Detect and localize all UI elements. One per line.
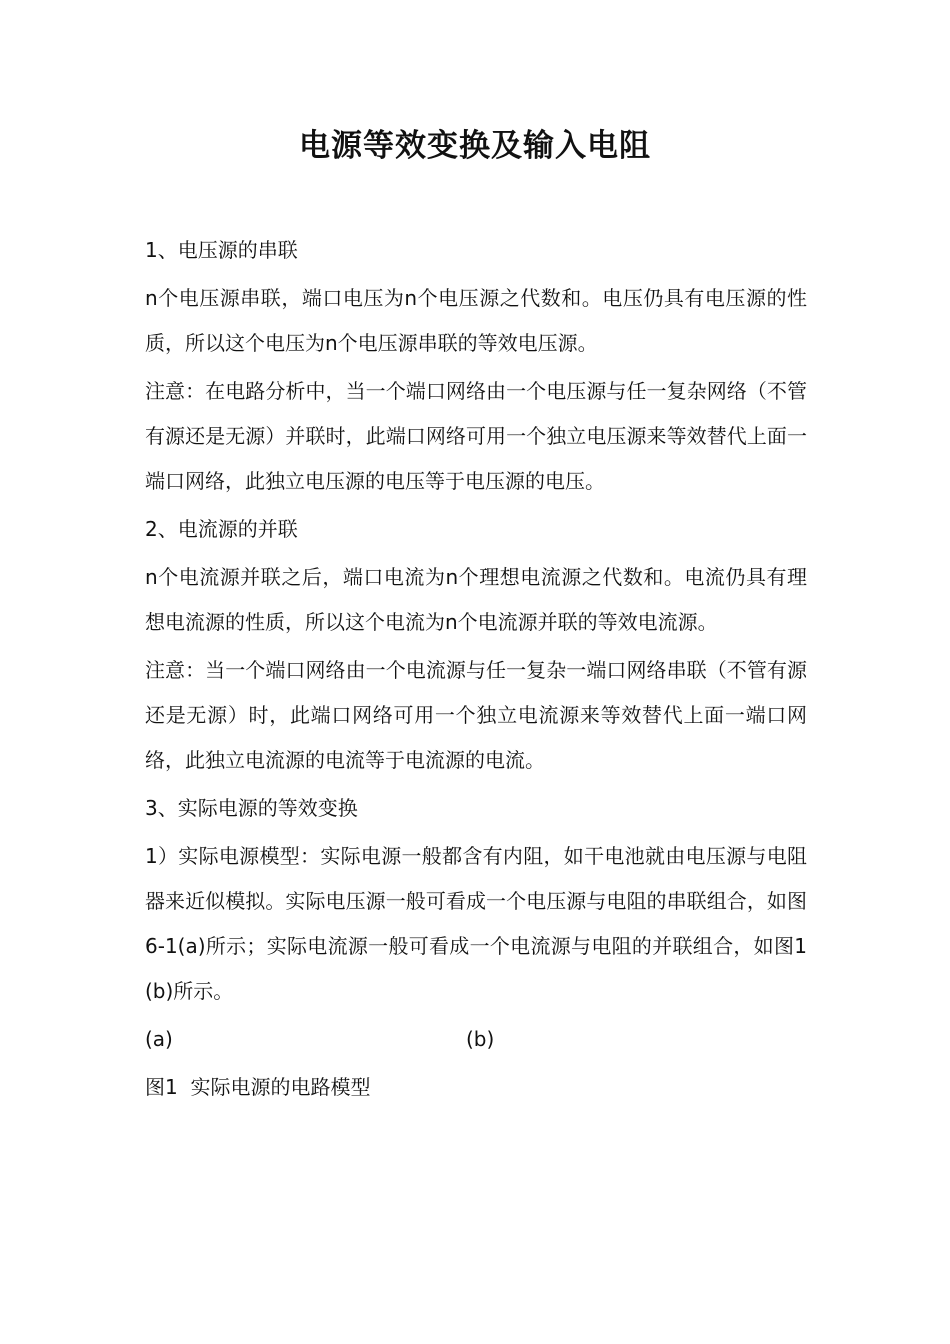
paragraph-voltage-series: n个电压源串联，端口电压为n个电压源之代数和。电压仍具有电压源的性质，所以这个电压为n个电压源串联的等效电压源。 <box>145 286 807 355</box>
figure-label-a: (a) <box>145 1027 173 1051</box>
paragraph-current-parallel: n个电流源并联之后，端口电流为n个理想电流源之代数和。电流仍具有理想电流源的性质，所以这个电流为n个电流源并联的等效电流源。 <box>145 565 807 634</box>
note-current-source: 注意：当一个端口网络由一个电流源与任一复杂一端口网络串联（不管有源还是无源）时，此端口网络可用一个独立电流源来等效替代上面一端口网络，此独立电流源的电流等于电流源的电流。 <box>145 658 807 772</box>
paragraph-real-source-model: 1）实际电源模型：实际电源一般都含有内阻，如干电池就由电压源与电阻器来近似模拟。实际电压源一般可看成一个电压源与电阻的串联组合，如图6-1(a)所示；实际电流源一般可看成一个电流源与电阻的并联组合，如图1 (b)所示。 <box>145 844 807 1003</box>
document-title: 电源等效变换及输入电阻 <box>299 128 651 164</box>
document-body <box>145 228 807 1113</box>
figure-caption: 图1 实际电源的电路模型 <box>145 1075 371 1099</box>
figure-label-b: (b) <box>466 1027 495 1051</box>
section-heading-equivalent-transform: 3、实际电源的等效变换 <box>145 796 358 820</box>
note-voltage-source: 注意：在电路分析中，当一个端口网络由一个电压源与任一复杂网络（不管有源还是无源）并联时，此端口网络可用一个独立电压源来等效替代上面一端口网络，此独立电压源的电压等于电压源的电压。 <box>145 379 807 493</box>
section-heading-voltage-series: 1、电压源的串联 <box>145 238 298 262</box>
section-heading-current-parallel: 2、电流源的并联 <box>145 517 298 541</box>
figure-labels <box>145 1017 807 1062</box>
